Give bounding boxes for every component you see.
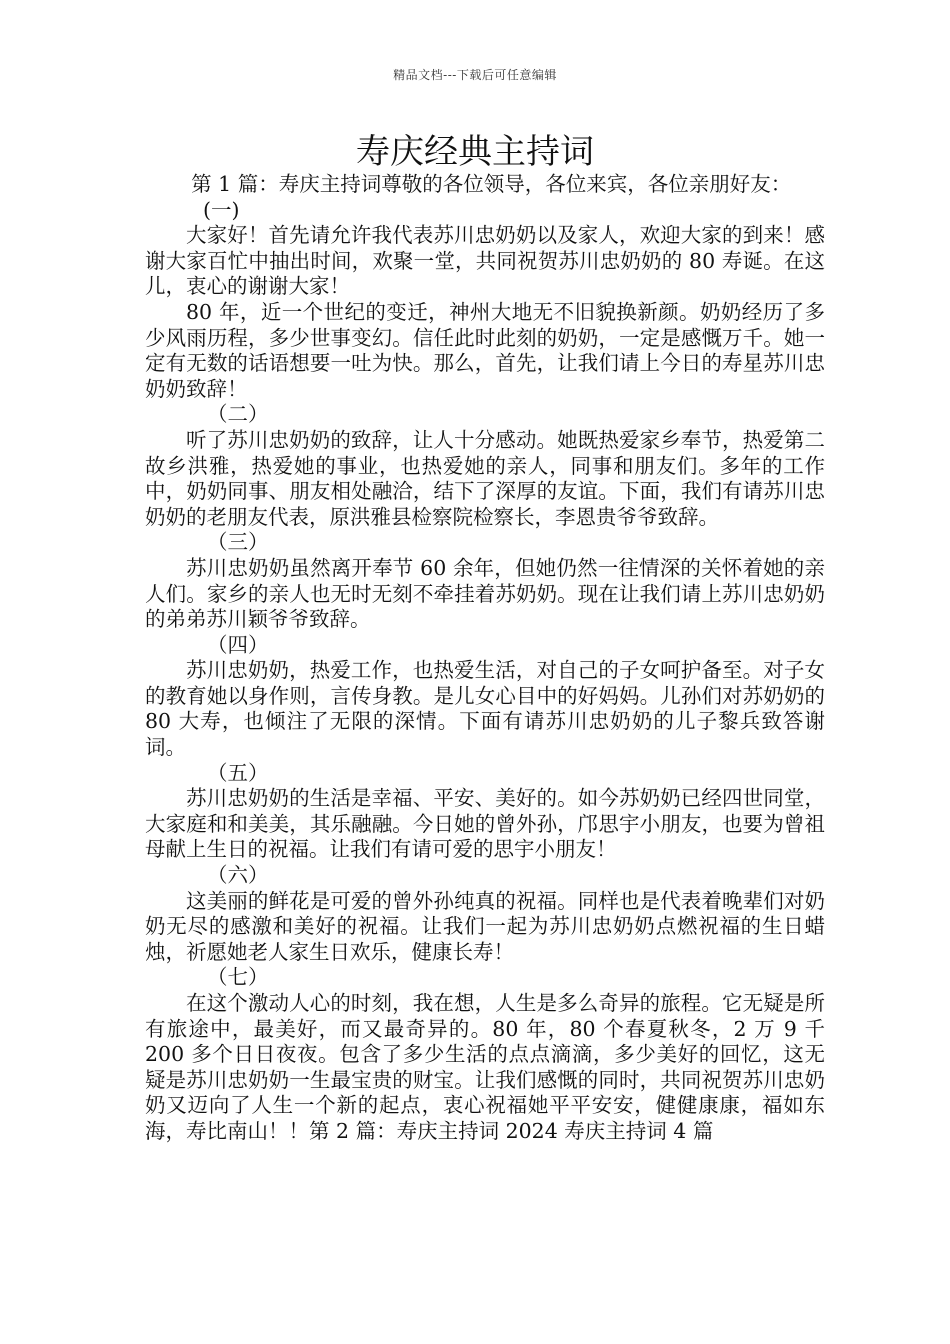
section-label-1: (一)	[203, 197, 240, 222]
section-label-3: （三）	[207, 530, 269, 555]
section-label-6: （六）	[207, 863, 269, 888]
section-1-paragraph-1: 大家好！首先请允许我代表苏川忠奶奶以及家人，欢迎大家的到来！感谢大家百忙中抽出时间，欢聚一堂，共同祝贺苏川忠奶奶的 80 寿诞。在这儿，衷心的谢谢大家！	[145, 223, 825, 299]
section-4-paragraph-1: 苏川忠奶奶，热爱工作，也热爱生活，对自己的子女呵护备至。对子女的教育她以身作则，言传身教。是儿女心目中的好妈妈。儿孙们对苏奶奶的 80 大寿，也倾注了无限的深情。下面有请苏川忠奶奶的儿子黎兵致答谢词。	[145, 658, 825, 760]
section-label-5: （五）	[207, 760, 269, 785]
section-label-4: （四）	[207, 632, 269, 657]
section-6-paragraph-1: 这美丽的鲜花是可爱的曾外孙纯真的祝福。同样也是代表着晚辈们对奶奶无尽的感激和美好的祝福。让我们一起为苏川忠奶奶点燃祝福的生日蜡烛，祈愿她老人家生日欢乐，健康长寿！	[145, 888, 825, 964]
section-3-paragraph-1: 苏川忠奶奶虽然离开奉节 60 余年，但她仍然一往情深的关怀着她的亲人们。家乡的亲人也无时无刻不牵挂着苏奶奶。现在让我们请上苏川忠奶奶的弟弟苏川颖爷爷致辞。	[145, 555, 825, 632]
document-title: 寿庆经典主持词	[356, 132, 594, 172]
section-7-paragraph-1: 在这个激动人心的时刻，我在想，人生是多么奇异的旅程。它无疑是所有旅途中，最美好，而又最奇异的。80 年，80 个春夏秋冬，2 万 9 千 200 多个日日夜夜。包含了多少生活的点点滴滴，多少美好的回忆，这无疑是苏川忠奶奶一生最宝贵的财宝。让我们感慨的同时，共同祝贺苏川忠奶奶又迈向了人生一个新的起点，衷心祝福她平平安安，健健康康，福如东海，寿比南山！！第 2 篇：寿庆主持词 2024 寿庆主持词 4 篇	[145, 991, 825, 1143]
intro-paragraph: 第 1 篇：寿庆主持词尊敬的各位领导，各位来宾，各位亲朋好友：	[191, 172, 792, 196]
section-2-paragraph-1: 听了苏川忠奶奶的致辞，让人十分感动。她既热爱家乡奉节，热爱第二故乡洪雅，热爱她的事业，也热爱她的亲人，同事和朋友们。多年的工作中，奶奶同事、朋友相处融洽，结下了深厚的友谊。下面，我们有请苏川忠奶奶的老朋友代表，原洪雅县检察院检察长，李恩贵爷爷致辞。	[145, 427, 825, 529]
section-label-2: （二）	[207, 402, 269, 427]
header-note: 精品文档---下载后可任意编辑	[393, 68, 557, 82]
document-body	[145, 172, 825, 1145]
section-5-paragraph-1: 苏川忠奶奶的生活是幸福、平安、美好的。如今苏奶奶已经四世同堂，大家庭和和美美，其乐融融。今日她的曾外孙，邝思宇小朋友，也要为曾祖母献上生日的祝福。让我们有请可爱的思宇小朋友！	[145, 786, 825, 862]
section-1-paragraph-2: 80 年，近一个世纪的变迁，神州大地无不旧貌换新颜。奶奶经历了多少风雨历程，多少世事变幻。信任此时此刻的奶奶，一定是感慨万千。她一定有无数的话语想要一吐为快。那么，首先，让我们请上今日的寿星苏川忠奶奶致辞！	[145, 299, 825, 401]
section-label-7: （七）	[207, 965, 269, 990]
